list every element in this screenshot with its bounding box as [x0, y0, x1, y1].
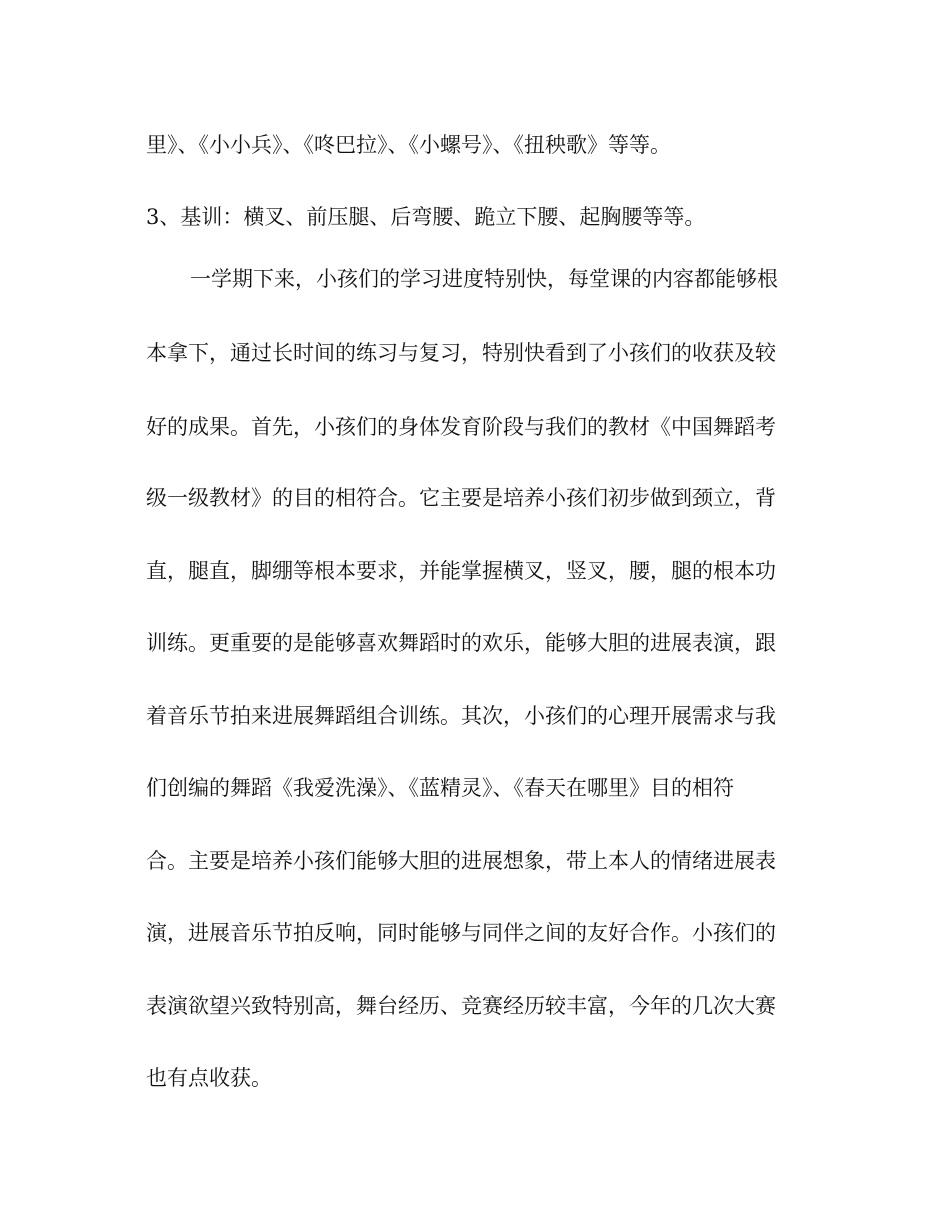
text-line-9: 着音乐节拍来进展舞蹈组合训练。其次，小孩们的心理开展需求与我 [146, 704, 776, 728]
text-line-12: 演，进展音乐节拍反响，同时能够与同伴之间的友好合作。小孩们的 [146, 921, 776, 945]
text-line-7: 直，腿直，脚绷等根本要求，并能掌握横叉，竖叉，腰，腿的根本功 [146, 559, 776, 583]
text-line-13: 表演欲望兴致特别高，舞台经历、竞赛经历较丰富，今年的几次大赛 [146, 994, 776, 1018]
text-line-11: 合。主要是培养小孩们能够大胆的进展想象，带上本人的情绪进展表 [146, 849, 776, 873]
text-line-5: 好的成果。首先，小孩们的身体发育阶段与我们的教材《中国舞蹈考 [146, 415, 776, 439]
text-line-1: 里》、《小小兵》、《咚巴拉》、《小螺号》、《扭秧歌》等等。 [146, 133, 671, 157]
text-line-8: 训练。更重要的是能够喜欢舞蹈时的欢乐，能够大胆的进展表演，跟 [146, 631, 776, 655]
paragraph-first-line: 一学期下来，小孩们的学习进度特别快，每堂课的内容都能够根 [190, 267, 778, 291]
text-line-10: 们创编的舞蹈《我爱洗澡》、《蓝精灵》、《春天在哪里》目的相符 [146, 776, 734, 800]
text-line-6: 级一级教材》的目的相符合。它主要是培养小孩们初步做到颈立，背 [146, 486, 776, 510]
text-line-14: 也有点收获。 [146, 1066, 272, 1090]
text-line-4: 本拿下，通过长时间的练习与复习，特别快看到了小孩们的收获及较 [146, 341, 776, 365]
text-line-2: 3、基训：横叉、前压腿、后弯腰、跪立下腰、起胸腰等等。 [146, 205, 706, 229]
